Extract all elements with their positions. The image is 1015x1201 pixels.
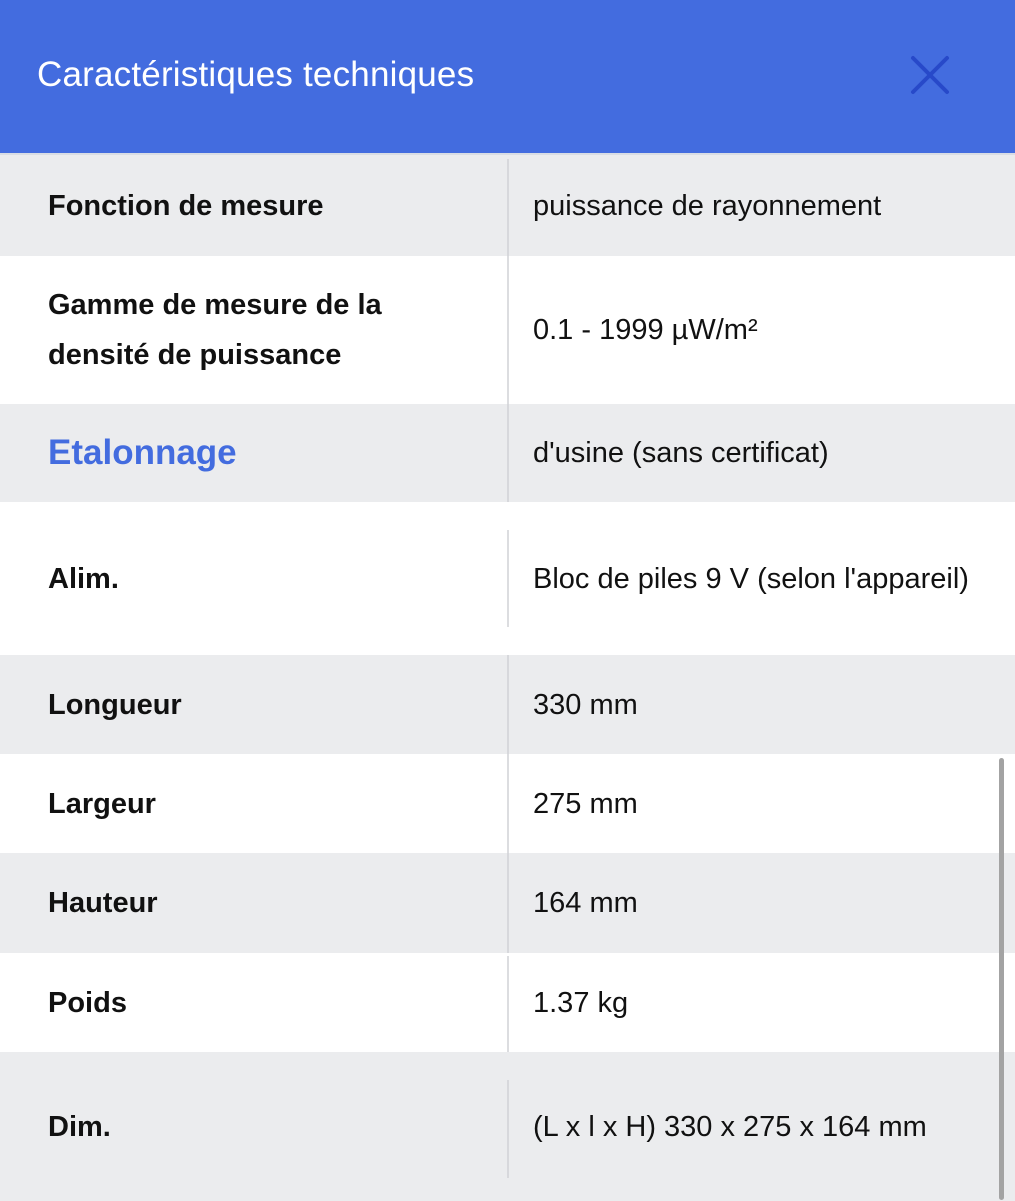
column-divider [507, 655, 509, 754]
spec-value: 164 mm [533, 887, 638, 919]
modal-header [0, 0, 1015, 155]
scrollbar[interactable] [999, 758, 1004, 1200]
spec-value: d'usine (sans certificat) [533, 437, 829, 469]
column-divider [507, 853, 509, 953]
column-divider [507, 256, 509, 404]
spec-row-etalonnage [0, 404, 1015, 502]
column-divider [507, 754, 509, 853]
spec-label: Fonction de mesure [48, 189, 324, 222]
spec-row-dim [0, 1052, 1015, 1201]
spec-value: Bloc de piles 9 V (selon l'appareil) [533, 562, 969, 595]
spec-label: Dim. [48, 1110, 111, 1143]
spec-row-fonction [0, 155, 1015, 256]
spec-label: Longueur [48, 688, 182, 721]
spec-label: Alim. [48, 562, 119, 595]
spec-value: puissance de rayonnement [533, 189, 882, 222]
column-divider [507, 530, 509, 627]
spec-value: 1.37 kg [533, 986, 629, 1019]
spec-row-poids [0, 953, 1015, 1052]
column-divider [507, 956, 509, 1052]
spec-value: (L x l x H) 330 x 275 x 164 mm [533, 1110, 927, 1143]
spec-label: Largeur [48, 787, 156, 820]
spec-row-longueur [0, 655, 1015, 754]
close-icon [902, 47, 958, 103]
spec-row-largeur [0, 754, 1015, 853]
spec-value: 0.1 - 1999 µW/m² [533, 314, 758, 346]
spec-label: Hauteur [48, 887, 158, 919]
close-button[interactable] [902, 47, 958, 103]
spec-row-alim [0, 502, 1015, 655]
spec-row-gamme [0, 256, 1015, 404]
spec-value: 330 mm [533, 688, 638, 721]
modal-title: Caractéristiques techniques [37, 55, 475, 94]
spec-value: 275 mm [533, 787, 638, 820]
column-divider [507, 159, 509, 256]
specs-table [0, 155, 1015, 1201]
spec-label: Poids [48, 986, 127, 1019]
column-divider [507, 1080, 509, 1178]
column-divider [507, 404, 509, 502]
spec-label: Gamme de mesure de la densité de puissance [48, 289, 382, 371]
spec-row-hauteur [0, 853, 1015, 953]
etalonnage-link[interactable]: Etalonnage [48, 433, 237, 472]
